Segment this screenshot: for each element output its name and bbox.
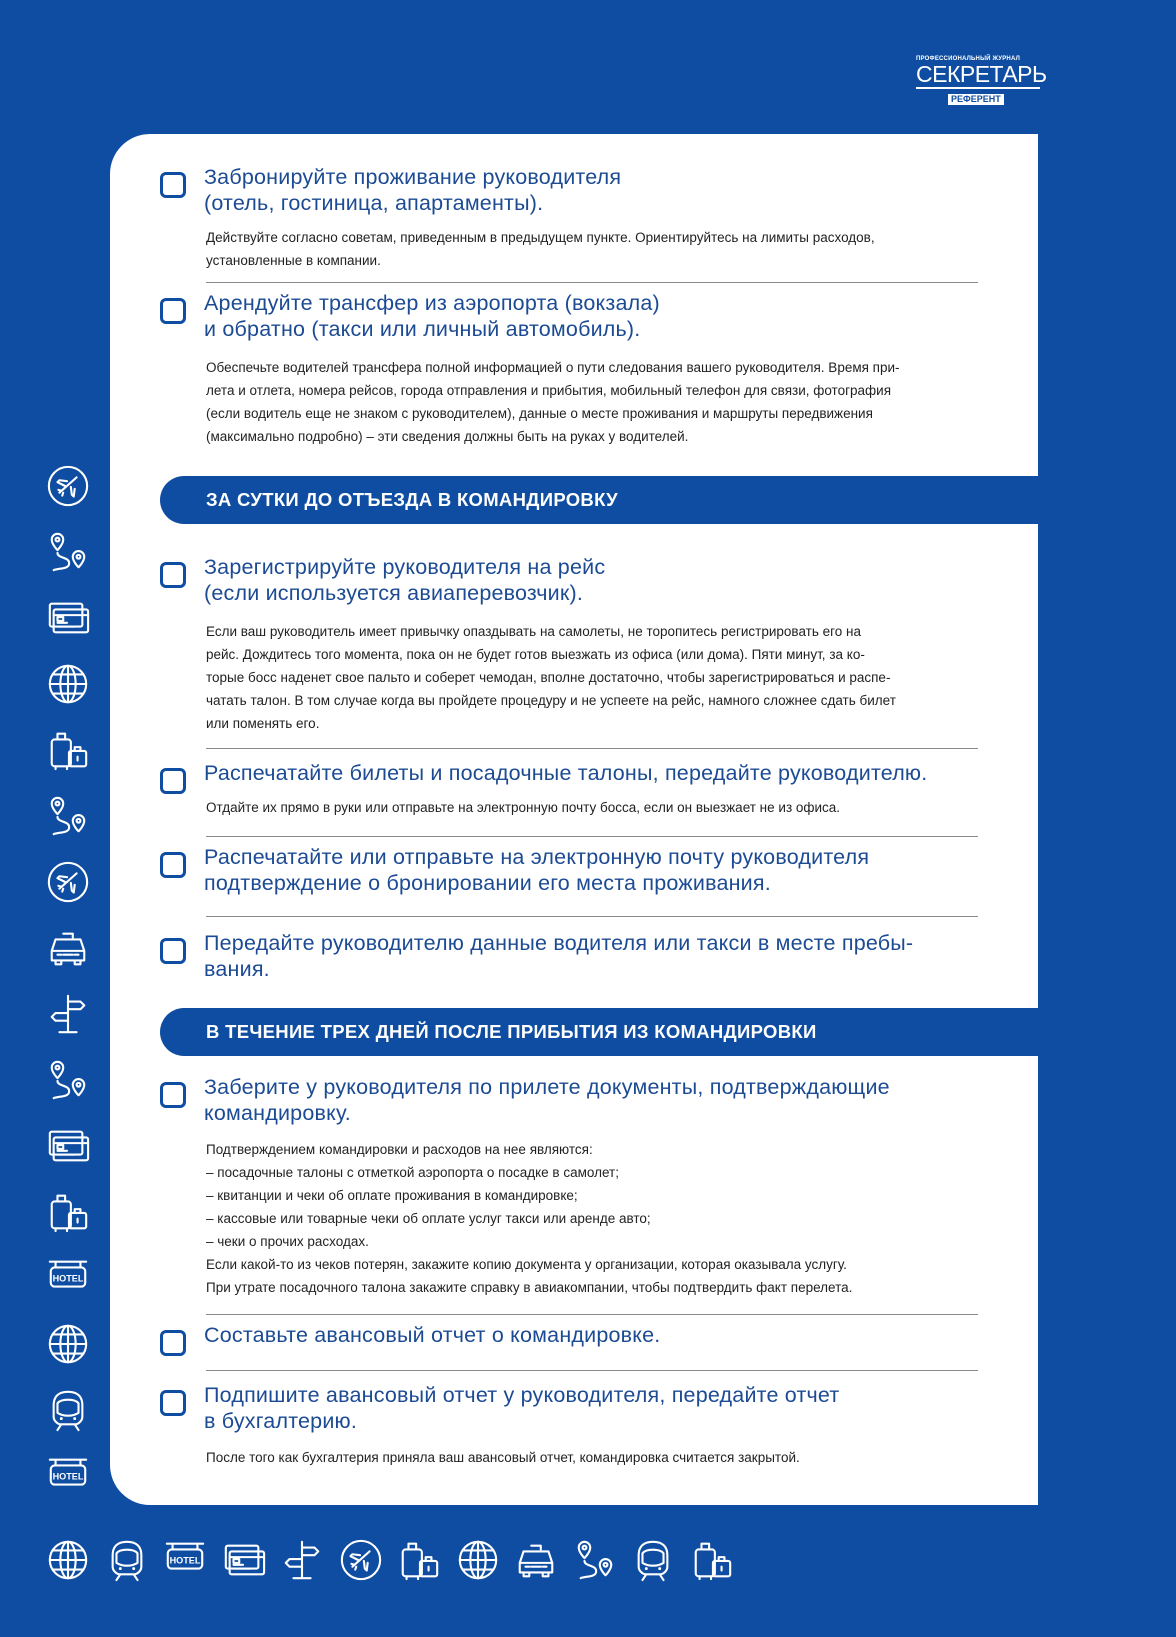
item-title: Передайте руководителю данные водителя или такси в месте пребы- вания. [204,931,914,981]
checkbox[interactable] [160,1082,186,1108]
description-line: – квитанции и чеки об оплате проживания в командировке; [206,1188,578,1203]
description-line: (если водитель еще не знаком с руководителем), данные о месте проживания и маршруты передвижения [206,406,873,421]
checkbox[interactable] [160,768,186,794]
checklist-item [160,760,978,819]
taxi-icon [46,926,90,970]
description-line: Если какой-то из чеков потерян, закажите копию документа у организации, которая оказывала услугу. [206,1257,847,1272]
globe-icon [46,1538,90,1582]
item-description [206,620,978,735]
section-banner: ЗА СУТКИ ДО ОТЪЕЗДА В КОМАНДИРОВКУ [160,476,1040,524]
divider [206,1314,978,1315]
description-line: торые босс наденет свое пальто и соберет чемодан, вполне достаточно, чтобы зарегистрироваться и распе- [206,670,891,685]
description-line: – посадочные талоны с отметкой аэропорта о посадке в самолет; [206,1165,619,1180]
checkbox[interactable] [160,1330,186,1356]
item-title: Арендуйте трансфер из аэропорта (вокзала) и обратно (такси или личный автомобиль). [204,291,660,341]
description-line: Обеспечьте водителей трансфера полной информацией о пути следования вашего руководителя. Время при- [206,360,900,375]
checkbox[interactable] [160,562,186,588]
item-description [206,1446,978,1469]
luggage-icon [397,1538,441,1582]
svg-text:HOTEL: HOTEL [52,1273,84,1284]
description-line: или поменять его. [206,716,320,731]
plane-icon [46,860,90,904]
checkbox[interactable] [160,172,186,198]
logo-tagline: ПРОФЕССИОНАЛЬНЫЙ ЖУРНАЛ [916,56,1020,62]
checkbox[interactable] [160,298,186,324]
signpost-icon [46,992,90,1036]
item-description [206,1138,978,1299]
checkbox[interactable] [160,852,186,878]
item-description [206,226,978,272]
hotel-icon [46,1454,90,1498]
item-title: Подпишите авансовый отчет у руководителя, передайте отчет в бухгалтерию. [204,1383,840,1433]
checklist-item [160,844,978,896]
luggage-icon [46,1190,90,1234]
section-banner: В ТЕЧЕНИЕ ТРЕХ ДНЕЙ ПОСЛЕ ПРИБЫТИЯ ИЗ КОМАНДИРОВКИ [160,1008,1040,1056]
plane-icon [46,464,90,508]
checklist-item [160,1382,978,1469]
checklist-item [160,930,978,982]
map-route-icon [46,530,90,574]
taxi-icon [514,1538,558,1582]
divider [206,916,978,917]
checklist-item [160,1322,978,1348]
luggage-icon [46,728,90,772]
divider [206,836,978,837]
item-description [206,356,978,448]
description-line: Отдайте их прямо в руки или отправьте на электронную почту босса, если он выезжает не из офиса. [206,800,841,815]
item-title: Заберите у руководителя по прилете документы, подтверждающие командировку. [204,1075,890,1125]
train-icon [631,1538,675,1582]
description-line: При утрате посадочного талона закажите справку в авиакомпании, чтобы подтвердить факт перелета. [206,1280,853,1295]
checkbox[interactable] [160,938,186,964]
credit-card-icon [46,1124,90,1168]
map-route-icon [46,1058,90,1102]
divider [206,282,978,283]
train-icon [46,1388,90,1432]
description-line: Если ваш руководитель имеет привычку опаздывать на самолеты, не торопитесь регистрировать его на [206,624,861,639]
hotel-icon [46,1256,90,1300]
checklist-item [160,1074,978,1299]
credit-card-icon [46,596,90,640]
divider [206,1370,978,1371]
description-line: рейс. Дождитесь того момента, пока он не будет готов выезжать из офиса (или дома). Пяти минут, за ко- [206,647,865,662]
train-icon [105,1538,149,1582]
item-title: Распечатайте или отправьте на электронную почту руководителя подтверждение о бронировании его места проживания. [204,845,870,895]
logo-title: СЕКРЕТАРЬ [916,61,1047,87]
checkbox[interactable] [160,1390,186,1416]
plane-icon [339,1538,383,1582]
checklist-item [160,164,978,272]
checklist-item [160,554,978,735]
map-route-icon [573,1538,617,1582]
item-description [206,796,978,819]
description-line: После того как бухгалтерия приняла ваш авансовый отчет, командировка считается закрытой. [206,1450,800,1465]
item-title: Зарегистрируйте руководителя на рейс (если используется авиаперевозчик). [204,555,606,605]
credit-card-icon [222,1538,266,1582]
description-line: (максимально подробно) – эти сведения должны быть на руках у водителей. [206,429,689,444]
globe-icon [46,1322,90,1366]
globe-icon [456,1538,500,1582]
magazine-logo [916,56,1047,107]
hotel-icon [163,1538,207,1582]
description-line: лета и отлета, номера рейсов, города отправления и прибытия, мобильный телефон для связи, фотография [206,383,891,398]
svg-text:HOTEL: HOTEL [52,1471,84,1482]
item-title: Забронируйте проживание руководителя (отель, гостиница, апартаменты). [204,165,622,215]
checklist-item [160,290,978,448]
globe-icon [46,662,90,706]
item-title: Составьте авансовый отчет о командировке. [204,1323,661,1347]
description-line: Подтверждением командировки и расходов на нее являются: [206,1142,593,1157]
description-line: установленные в компании. [206,253,381,268]
map-route-icon [46,794,90,838]
description-line: – кассовые или товарные чеки об оплате услуг такси или аренде авто; [206,1211,651,1226]
signpost-icon [280,1538,324,1582]
logo-subtitle: РЕФЕРЕНТ [948,94,1004,105]
luggage-icon [690,1538,734,1582]
divider [206,748,978,749]
description-line: чатать талон. В том случае когда вы пройдете процедуру и не успеете на рейс, намного сложнее сдать билет [206,693,896,708]
description-line: – чеки о прочих расходах. [206,1234,369,1249]
description-line: Действуйте согласно советам, приведенным в предыдущем пункте. Ориентируйтесь на лимиты расходов, [206,230,875,245]
svg-text:HOTEL: HOTEL [169,1555,201,1566]
item-title: Распечатайте билеты и посадочные талоны, передайте руководителю. [204,761,928,785]
